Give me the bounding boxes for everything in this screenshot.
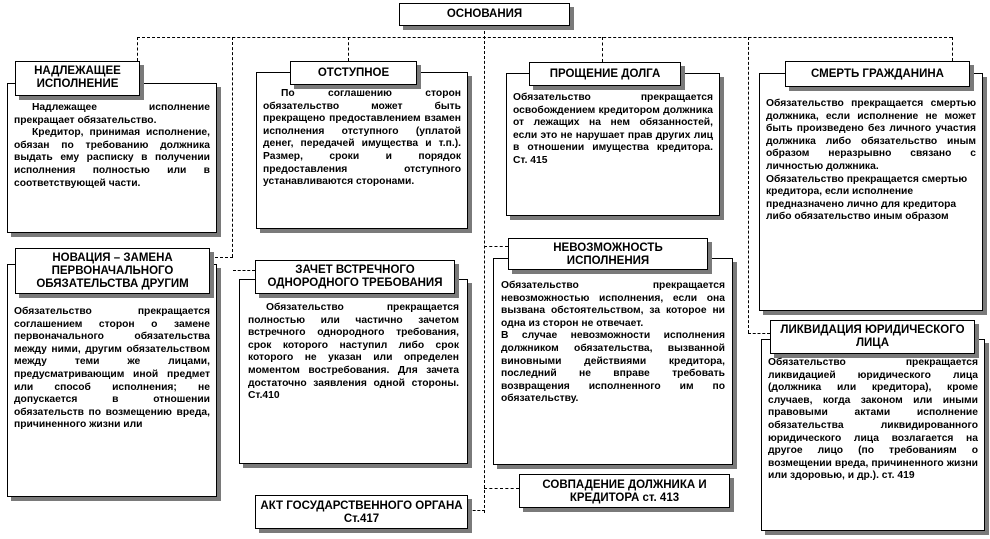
connector-root-down bbox=[484, 26, 485, 513]
node-otstupnoe-p1: По соглашению сторон обязательство может быть прекращено предоставлением взамен исполнения отступного (уплатой денег, передачей имущества и т.п.). Размер, сроки и порядок предоставления отступного устанавливаются сторонами. bbox=[263, 88, 461, 188]
node-proshchenie-p1: Обязательство прекращается освобождением кредитором должника от лежащих на нем обязанностей, если это не нарушает прав других лиц в отношении имущества кредитора. Ст. 415 bbox=[513, 92, 713, 166]
node-novaciya-body bbox=[8, 302, 216, 436]
node-sovpadenie bbox=[519, 474, 730, 508]
node-nadlezhashchee-p2: Кредитор, принимая исполнение, обязан по требованию должника выдать ему расписку в получении исполнения полностью или в соответствующей части. bbox=[14, 127, 210, 189]
root-title: ОСНОВАНИЯ bbox=[446, 8, 523, 20]
node-nadlezhashchee-title: НАДЛЕЖАЩЕЕ ИСПОЛНЕНИЕ bbox=[34, 65, 121, 90]
node-novaciya-p1: Обязательство прекращается соглашением сторон о замене первоначального обязательства между ними, другим обязательством между теми же лицами, предусматривающим иной предмет или способ исполнения; не допускается в отношении обязательств по возмещению вреда, причиненного жизни или bbox=[14, 306, 210, 431]
node-proshchenie-body bbox=[507, 90, 719, 170]
node-nevozmozhnost-p2: В случае невозможности исполнения должником обязательства, вызванной виновными действиями кредитора, последний не вправе требовать возвращения исполненного им по обязательству. bbox=[501, 330, 725, 405]
node-akt-title: АКТ ГОСУДАРСТВЕННОГО ОРГАНА Ст.417 bbox=[260, 500, 463, 525]
node-smert-p2: Обязательство прекращается смертью кредитора, если исполнение предназначено лично для кредитора либо обязательство иным образом bbox=[766, 173, 968, 223]
node-novaciya-title-box bbox=[15, 248, 210, 294]
node-nevozmozhnost-body bbox=[494, 278, 732, 408]
connector-novaciya bbox=[210, 257, 233, 258]
node-smert-p1: Обязательство прекращается смертью должника, если исполнение не может быть произведено без личного участия должника либо обязательство иным образом неразрывно связано с личностью должника. bbox=[766, 98, 976, 172]
node-otstupnoe-title-box bbox=[290, 61, 417, 85]
node-nadlezhashchee-p1: Надлежащее исполнение прекращает обязательство. bbox=[14, 102, 210, 126]
node-otstupnoe-title: ОТСТУПНОЕ bbox=[317, 67, 390, 79]
connector-sovpadenie bbox=[484, 488, 519, 489]
node-proshchenie-title: ПРОЩЕНИЕ ДОЛГА bbox=[549, 68, 661, 80]
connector-nevozmozhnost bbox=[484, 246, 508, 247]
node-zachet-body bbox=[240, 300, 467, 405]
node-nevozmozhnost-p1: Обязательство прекращается невозможностью исполнения, если она вызвана обстоятельством, за которое ни одна из сторон не отвечает. bbox=[501, 280, 725, 329]
node-smert-title: СМЕРТЬ ГРАЖДАНИНА bbox=[811, 68, 944, 80]
node-novaciya-title: НОВАЦИЯ – ЗАМЕНА ПЕРВОНАЧАЛЬНОГО ОБЯЗАТЕЛЬСТВА ДРУГИМ bbox=[36, 252, 189, 290]
node-nadlezhashchee-body bbox=[8, 98, 216, 194]
node-nadlezhashchee-title-box bbox=[15, 61, 140, 96]
connector-smert bbox=[952, 37, 953, 61]
node-sovpadenie-title: СОВПАДЕНИЕ ДОЛЖНИКА И КРЕДИТОРА ст. 413 bbox=[542, 479, 707, 504]
node-likvidaciya-title: ЛИКВИДАЦИЯ ЮРИДИЧЕСКОГО ЛИЦА bbox=[780, 324, 965, 349]
node-likvidaciya-body bbox=[762, 355, 984, 485]
node-smert-title-box bbox=[785, 61, 970, 87]
node-akt bbox=[255, 495, 468, 529]
connector-top-bus bbox=[137, 37, 952, 38]
connector-otstupnoe bbox=[348, 37, 349, 61]
node-zachet-title: ЗАЧЕТ ВСТРЕЧНОГО ОДНОРОДНОГО ТРЕБОВАНИЯ bbox=[267, 264, 443, 289]
connector-zachet bbox=[233, 270, 255, 271]
node-otstupnoe-body bbox=[257, 86, 467, 191]
connector-left-trunk bbox=[232, 37, 233, 257]
node-proshchenie-title-box bbox=[529, 62, 681, 86]
connector-proshchenie bbox=[602, 37, 603, 62]
node-zachet-title-box bbox=[255, 260, 455, 294]
connector-right-trunk bbox=[748, 37, 749, 333]
root-node bbox=[399, 3, 570, 26]
node-zachet-p1: Обязательство прекращается полностью или частично зачетом встречного однородного требования, срок которого наступил либо срок которого не указан или определен моментом востребования. Для зачета достаточно заявления одной стороны. Ст.410 bbox=[248, 302, 459, 402]
connector-likvidaciya bbox=[748, 333, 770, 334]
node-nevozmozhnost-title: НЕВОЗМОЖНОСТЬ ИСПОЛНЕНИЯ bbox=[553, 242, 663, 267]
node-likvidaciya-p1: Обязательство прекращается ликвидацией юридического лица (должника или кредитора), кроме случаев, когда законом или иными правовыми актами исполнение обязательства ликвидированного юридического лица возлагается на другое лицо (по требованиям о возмещении вреда, причиненного жизни или здоровью, и др.). ст. 419 bbox=[768, 357, 978, 482]
connector-nadlezhashchee bbox=[137, 37, 138, 61]
node-likvidaciya-title-box bbox=[770, 320, 975, 354]
node-smert-body bbox=[760, 96, 982, 226]
connector-akt bbox=[468, 510, 485, 511]
node-nevozmozhnost-title-box bbox=[508, 238, 708, 270]
